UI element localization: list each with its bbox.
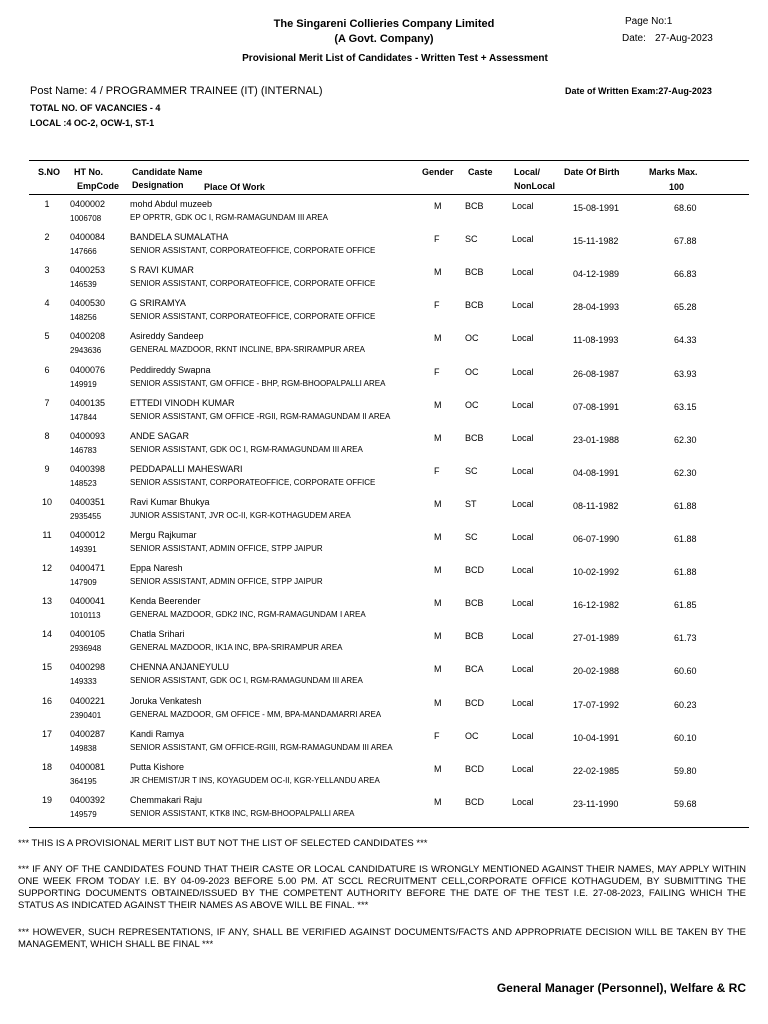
- cell-sno: 5: [44, 331, 50, 342]
- cell-sno: 14: [41, 629, 52, 640]
- table-row: [0, 262, 768, 295]
- cell-ht-no: 0400298: [70, 662, 106, 673]
- cell-local: Local: [512, 498, 534, 509]
- cell-local: Local: [512, 697, 534, 708]
- note-provisional: *** THIS IS A PROVISIONAL MERIT LIST BUT NOT THE LIST OF SELECTED CANDIDATES ***: [18, 838, 428, 849]
- cell-ht-no: 0400012: [70, 530, 106, 540]
- cell-local: Local: [512, 333, 534, 344]
- col-gender: Gender: [422, 167, 454, 177]
- cell-gender: M: [434, 763, 442, 774]
- page-number: Page No:1: [625, 16, 673, 27]
- note-caste-local: *** IF ANY OF THE CANDIDATES FOUND THAT THEIR CASTE OR LOCAL CANDIDATURE IS WRONGLY MENTIONED AGAINST THEIR NAMES, MAY APPLY WITHIN ONE WEEK FROM TODAY I.E. BY 04-09-2023 BEFORE 5.00 PM. AT SCCL RECRUITMENT CELL,CORPORATE OFFICE KOTHAGUDEM, BY SUBMITTING THE SUPPORTING DOCUMENTS OBTAINED/ISSUED BY THE COMPETENT AUTHORITY BEFORE THE DATE OF THE TEST I.E. 27-08-2023, FAILING WHICH THE STATUS AS INDICATED AGAINST THEIR NAMES AS ABOVE WILL BE FINAL. ***: [18, 864, 746, 911]
- cell-designation: JR CHEMIST/JR T INS, KOYAGUDEM OC-II, KGR-YELLANDU AREA: [130, 775, 380, 785]
- cell-designation: SENIOR ASSISTANT, CORPORATEOFFICE, CORPORATE OFFICE: [130, 279, 376, 289]
- col-name: Candidate Name: [132, 167, 203, 177]
- cell-marks: 66.83: [674, 269, 697, 280]
- cell-sno: 3: [44, 265, 50, 276]
- cell-local: Local: [512, 201, 534, 211]
- cell-ht-no: 0400253: [70, 265, 106, 276]
- cell-dob: 04-08-1991: [573, 467, 620, 478]
- cell-dob: 15-11-1982: [573, 236, 619, 247]
- cell-dob: 10-04-1991: [573, 732, 620, 743]
- cell-candidate-name: Kandi Ramya: [130, 728, 185, 739]
- cell-marks: 64.33: [674, 335, 697, 346]
- cell-marks: 68.60: [674, 203, 697, 213]
- cell-sno: 19: [41, 794, 52, 805]
- cell-designation: SENIOR ASSISTANT, GDK OC I, RGM-RAMAGUNDAM III AREA: [130, 676, 363, 686]
- cell-dob: 07-08-1991: [573, 401, 620, 412]
- cell-emp-code: 149579: [70, 809, 97, 819]
- cell-emp-code: 149919: [70, 379, 97, 389]
- cell-designation: JUNIOR ASSISTANT, JVR OC-II, KGR-KOTHAGUDEM AREA: [130, 510, 351, 520]
- cell-caste: BCB: [465, 300, 484, 311]
- cell-dob: 06-07-1990: [573, 534, 620, 544]
- cell-caste: BCB: [465, 201, 484, 211]
- cell-caste: BCB: [465, 432, 484, 443]
- cell-ht-no: 0400105: [70, 629, 106, 640]
- cell-ht-no: 0400081: [70, 761, 106, 772]
- cell-designation: SENIOR ASSISTANT, CORPORATEOFFICE, CORPORATE OFFICE: [130, 246, 376, 256]
- cell-sno: 4: [44, 298, 50, 309]
- cell-designation: GENERAL MAZDOOR, RKNT INCLINE, BPA-SRIRAMPUR AREA: [130, 345, 366, 355]
- cell-designation: EP OPRTR, GDK OC I, RGM-RAMAGUNDAM III AREA: [130, 213, 328, 222]
- table-row: [0, 461, 768, 494]
- col-ht: HT No.: [74, 167, 103, 177]
- cell-marks: 59.68: [674, 798, 697, 809]
- cell-caste: ST: [465, 498, 477, 509]
- table-row: [0, 792, 768, 825]
- table-row: [0, 428, 768, 461]
- cell-emp-code: 147666: [70, 247, 97, 257]
- cell-ht-no: 0400041: [70, 596, 106, 607]
- cell-emp-code: 146539: [70, 280, 97, 290]
- cell-gender: M: [434, 697, 442, 708]
- cell-local: Local: [512, 234, 534, 245]
- post-name: Post Name: 4 / PROGRAMMER TRAINEE (IT) (INTERNAL): [30, 85, 323, 97]
- cell-emp-code: 147844: [70, 412, 97, 422]
- cell-gender: M: [434, 598, 442, 609]
- table-row: [0, 759, 768, 792]
- cell-candidate-name: CHENNA ANJANEYULU: [130, 662, 230, 673]
- cell-candidate-name: Mergu Rajkumar: [130, 530, 197, 540]
- cell-dob: 26-08-1987: [573, 368, 620, 379]
- cell-candidate-name: BANDELA SUMALATHA: [130, 232, 229, 243]
- cell-marks: 61.88: [674, 500, 697, 511]
- cell-candidate-name: ETTEDI VINODH KUMAR: [130, 397, 235, 408]
- cell-gender: F: [434, 465, 440, 476]
- cell-candidate-name: Asireddy Sandeep: [130, 331, 204, 342]
- cell-sno: 10: [41, 496, 52, 507]
- cell-marks: 60.60: [674, 666, 697, 677]
- cell-designation: SENIOR ASSISTANT, GM OFFICE-RGIII, RGM-RAMAGUNDAM III AREA: [130, 742, 393, 752]
- col-marks-max: 100: [669, 182, 685, 192]
- cell-ht-no: 0400392: [70, 794, 106, 805]
- cell-ht-no: 0400351: [70, 496, 106, 507]
- cell-local: Local: [512, 300, 534, 311]
- cell-candidate-name: S RAVI KUMAR: [130, 265, 194, 276]
- cell-emp-code: 364195: [70, 776, 97, 786]
- cell-local: Local: [512, 432, 534, 443]
- cell-marks: 62.30: [674, 467, 697, 478]
- cell-candidate-name: mohd Abdul muzeeb: [130, 199, 213, 209]
- cell-candidate-name: PEDDAPALLI MAHESWARI: [130, 463, 243, 474]
- table-row: [0, 693, 768, 726]
- cell-candidate-name: G SRIRAMYA: [130, 298, 186, 309]
- cell-sno: 2: [44, 232, 50, 243]
- table-header-rule: [29, 194, 749, 195]
- cell-marks: 67.88: [674, 236, 697, 247]
- col-designation: Designation: [132, 180, 184, 190]
- col-caste: Caste: [468, 167, 493, 177]
- cell-designation: SENIOR ASSISTANT, GM OFFICE - BHP, RGM-BHOOPALPALLI AREA: [130, 378, 386, 388]
- cell-ht-no: 0400135: [70, 397, 106, 408]
- cell-gender: F: [434, 730, 440, 741]
- table-row: [0, 295, 768, 328]
- cell-local: Local: [512, 366, 534, 377]
- date-value: 27-Aug-2023: [655, 33, 713, 44]
- table-row: [0, 229, 768, 262]
- cell-dob: 27-01-1989: [573, 633, 620, 644]
- cell-designation: SENIOR ASSISTANT, CORPORATEOFFICE, CORPORATE OFFICE: [130, 477, 376, 487]
- table-top-rule: [29, 160, 749, 161]
- cell-designation: SENIOR ASSISTANT, CORPORATEOFFICE, CORPORATE OFFICE: [130, 312, 376, 322]
- cell-caste: BCA: [465, 664, 484, 675]
- cell-local: Local: [512, 664, 534, 675]
- cell-ht-no: 0400208: [70, 331, 106, 342]
- cell-marks: 59.80: [674, 765, 697, 776]
- cell-candidate-name: Chatla Srihari: [130, 629, 185, 640]
- list-title: Provisional Merit List of Candidates - Written Test + Assessment: [242, 53, 548, 64]
- table-row: [0, 659, 768, 692]
- cell-local: Local: [512, 598, 534, 609]
- cell-local: Local: [512, 730, 534, 741]
- cell-dob: 10-02-1992: [573, 567, 620, 578]
- cell-sno: 13: [41, 596, 52, 607]
- cell-gender: M: [434, 267, 442, 278]
- cell-caste: BCD: [465, 697, 485, 708]
- cell-dob: 15-08-1991: [573, 203, 620, 213]
- cell-caste: BCD: [465, 565, 485, 576]
- cell-ht-no: 0400287: [70, 728, 106, 739]
- col-sno: S.NO: [38, 167, 61, 177]
- cell-sno: 18: [41, 761, 52, 772]
- cell-caste: BCD: [465, 763, 485, 774]
- cell-emp-code: 146783: [70, 445, 97, 455]
- cell-dob: 08-11-1982: [573, 500, 619, 511]
- cell-gender: M: [434, 399, 442, 410]
- cell-sno: 11: [42, 530, 52, 540]
- cell-emp-code: 149391: [70, 545, 97, 554]
- cell-designation: SENIOR ASSISTANT, GDK OC I, RGM-RAMAGUNDAM III AREA: [130, 444, 363, 454]
- table-row: [0, 527, 768, 560]
- cell-emp-code: 2935455: [70, 511, 102, 521]
- cell-dob: 11-08-1993: [573, 335, 619, 346]
- cell-ht-no: 0400530: [70, 298, 106, 309]
- cell-local: Local: [512, 763, 534, 774]
- date-label: Date:: [622, 33, 646, 44]
- cell-caste: OC: [465, 366, 479, 377]
- cell-designation: SENIOR ASSISTANT, KTK8 INC, RGM-BHOOPALPALLI AREA: [130, 808, 355, 818]
- cell-local: Local: [512, 565, 534, 576]
- company-type: (A Govt. Company): [334, 33, 434, 45]
- cell-sno: 17: [41, 728, 52, 739]
- table-row: [0, 362, 768, 395]
- signature: General Manager (Personnel), Welfare & RC: [496, 981, 746, 995]
- cell-marks: 61.88: [674, 567, 697, 578]
- cell-marks: 60.23: [674, 699, 697, 710]
- cell-ht-no: 0400221: [70, 695, 106, 706]
- cell-ht-no: 0400076: [70, 364, 106, 375]
- cell-sno: 16: [41, 695, 52, 706]
- cell-sno: 1: [44, 199, 50, 209]
- cell-gender: M: [434, 498, 442, 509]
- cell-emp-code: 1010113: [70, 611, 101, 621]
- cell-gender: F: [434, 366, 440, 377]
- cell-gender: F: [434, 234, 440, 245]
- cell-designation: SENIOR ASSISTANT, GM OFFICE -RGII, RGM-RAMAGUNDAM II AREA: [130, 411, 391, 421]
- cell-caste: OC: [465, 730, 479, 741]
- cell-candidate-name: Ravi Kumar Bhukya: [130, 496, 210, 507]
- cell-ht-no: 0400084: [70, 232, 106, 243]
- cell-candidate-name: Kenda Beerender: [130, 596, 201, 607]
- cell-gender: M: [434, 532, 442, 542]
- cell-gender: M: [434, 333, 442, 344]
- cell-marks: 63.15: [674, 401, 697, 412]
- cell-sno: 15: [41, 662, 52, 673]
- cell-marks: 60.10: [674, 732, 697, 743]
- local-breakup: LOCAL :4 OC-2, OCW-1, ST-1: [30, 118, 155, 128]
- cell-designation: GENERAL MAZDOOR, IK1A INC, BPA-SRIRAMPUR AREA: [130, 643, 343, 653]
- cell-emp-code: 149333: [70, 677, 97, 687]
- cell-emp-code: 2936948: [70, 644, 102, 654]
- cell-designation: SENIOR ASSISTANT, ADMIN OFFICE, STPP JAIPUR: [130, 577, 323, 587]
- cell-caste: BCB: [465, 598, 484, 609]
- cell-local: Local: [512, 465, 534, 476]
- cell-candidate-name: Chemmakari Raju: [130, 794, 203, 805]
- cell-emp-code: 148256: [70, 313, 97, 323]
- col-local: Local/: [514, 167, 541, 177]
- cell-emp-code: 2943636: [70, 346, 102, 356]
- cell-caste: SC: [465, 465, 478, 476]
- table-row: [0, 593, 768, 626]
- cell-caste: OC: [465, 333, 479, 344]
- cell-dob: 23-01-1988: [573, 434, 620, 445]
- cell-emp-code: 1006708: [70, 214, 102, 223]
- cell-dob: 23-11-1990: [573, 798, 619, 809]
- cell-gender: M: [434, 796, 442, 807]
- cell-dob: 17-07-1992: [573, 699, 620, 710]
- cell-emp-code: 148523: [70, 478, 97, 488]
- cell-marks: 61.88: [674, 534, 697, 544]
- cell-caste: BCB: [465, 631, 484, 642]
- table-row: [0, 328, 768, 361]
- cell-emp-code: 2390401: [70, 710, 102, 720]
- cell-candidate-name: Peddireddy Swapna: [130, 364, 211, 375]
- cell-emp-code: 149838: [70, 743, 97, 753]
- cell-caste: SC: [465, 234, 478, 245]
- cell-marks: 61.85: [674, 600, 697, 611]
- col-place: Place Of Work: [204, 182, 265, 192]
- cell-marks: 61.73: [674, 633, 697, 644]
- table-row: [0, 494, 768, 527]
- cell-gender: M: [434, 201, 442, 211]
- col-dob: Date Of Birth: [564, 167, 620, 177]
- cell-candidate-name: Putta Kishore: [130, 761, 185, 772]
- table-row: [0, 626, 768, 659]
- cell-marks: 65.28: [674, 302, 697, 313]
- cell-gender: M: [434, 631, 442, 642]
- cell-local: Local: [512, 267, 534, 278]
- cell-gender: M: [434, 565, 442, 576]
- exam-date: Date of Written Exam:27-Aug-2023: [565, 86, 712, 96]
- cell-caste: OC: [465, 399, 479, 410]
- cell-dob: 28-04-1993: [573, 302, 620, 313]
- cell-local: Local: [512, 796, 534, 807]
- col-emp: EmpCode: [77, 181, 120, 191]
- company-name: The Singareni Collieries Company Limited: [273, 18, 495, 30]
- cell-ht-no: 0400093: [70, 430, 106, 441]
- cell-gender: M: [434, 664, 442, 675]
- cell-caste: SC: [465, 532, 478, 542]
- cell-emp-code: 147909: [70, 578, 97, 588]
- cell-sno: 8: [44, 430, 50, 441]
- cell-designation: GENERAL MAZDOOR, GM OFFICE - MM, BPA-MANDAMARRI AREA: [130, 709, 382, 719]
- cell-dob: 16-12-1982: [573, 600, 620, 611]
- cell-ht-no: 0400398: [70, 463, 106, 474]
- cell-designation: SENIOR ASSISTANT, ADMIN OFFICE, STPP JAIPUR: [130, 544, 323, 553]
- cell-candidate-name: ANDE SAGAR: [130, 430, 190, 441]
- table-bottom-rule: [29, 827, 749, 828]
- cell-dob: 22-02-1985: [573, 765, 620, 776]
- cell-gender: F: [434, 300, 440, 311]
- table-row: [0, 395, 768, 428]
- cell-candidate-name: Eppa Naresh: [130, 563, 183, 574]
- cell-ht-no: 0400471: [70, 563, 106, 574]
- cell-sno: 6: [44, 364, 50, 375]
- cell-caste: BCD: [465, 796, 485, 807]
- cell-dob: 04-12-1989: [573, 269, 620, 280]
- cell-local: Local: [512, 399, 534, 410]
- cell-marks: 62.30: [674, 434, 697, 445]
- cell-dob: 20-02-1988: [573, 666, 620, 677]
- cell-designation: GENERAL MAZDOOR, GDK2 INC, RGM-RAMAGUNDAM I AREA: [130, 610, 366, 620]
- cell-sno: 9: [44, 463, 50, 474]
- table-row: [0, 726, 768, 759]
- cell-ht-no: 0400002: [70, 199, 106, 209]
- cell-candidate-name: Joruka Venkatesh: [130, 695, 202, 706]
- table-row: [0, 560, 768, 593]
- vacancies: TOTAL NO. OF VACANCIES - 4: [30, 103, 161, 113]
- cell-local: Local: [512, 631, 534, 642]
- cell-local: Local: [512, 532, 534, 542]
- cell-sno: 12: [41, 563, 52, 574]
- note-verification: *** HOWEVER, SUCH REPRESENTATIONS, IF ANY, SHALL BE VERIFIED AGAINST DOCUMENTS/FACTS AND APPROPRIATE DECISION WILL BE TAKEN BY THE MANAGEMENT, WHICH SHALL BE FINAL ***: [18, 927, 746, 950]
- table-row: [0, 196, 768, 229]
- cell-gender: M: [434, 432, 442, 443]
- col-nonlocal: NonLocal: [514, 181, 556, 191]
- cell-marks: 63.93: [674, 368, 697, 379]
- cell-sno: 7: [44, 397, 50, 408]
- col-marks: Marks Max.: [649, 167, 698, 177]
- cell-caste: BCB: [465, 267, 484, 278]
